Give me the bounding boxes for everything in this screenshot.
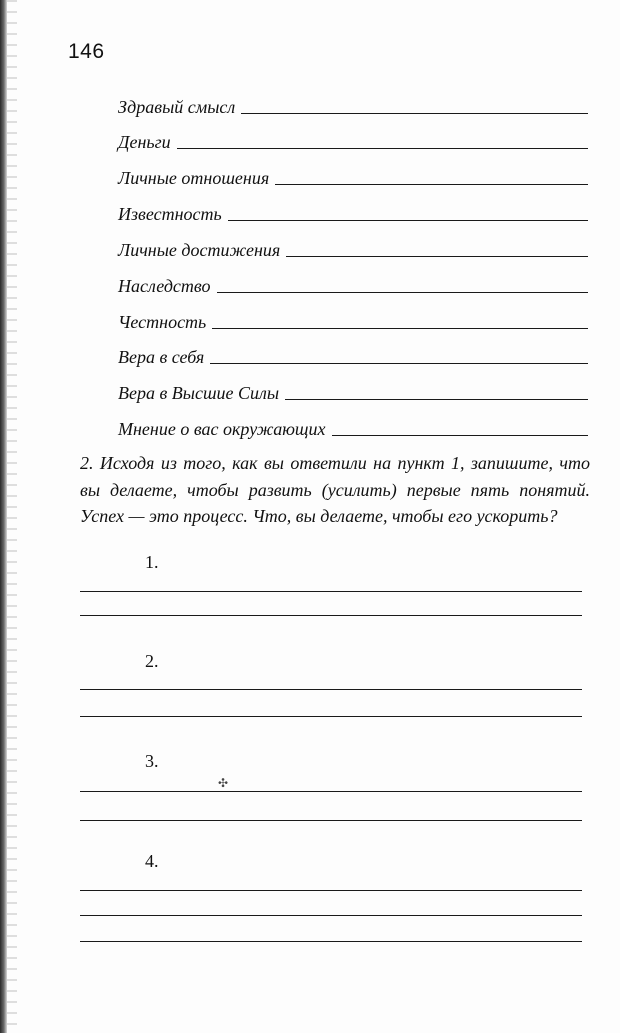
blank-line[interactable]	[210, 363, 588, 364]
scan-edge-noise	[7, 0, 17, 1033]
blank-line[interactable]	[275, 184, 588, 185]
answer-line[interactable]	[80, 915, 582, 916]
book-spine-shadow	[0, 0, 7, 1033]
answer-number: 3.	[145, 751, 159, 771]
field-label: Наследство	[118, 276, 211, 296]
answer-line[interactable]	[80, 890, 582, 891]
blank-line[interactable]	[285, 399, 588, 400]
blank-line[interactable]	[177, 148, 588, 149]
page-number: 146	[68, 40, 105, 63]
field-label: Деньги	[118, 132, 171, 152]
field-label: Честность	[118, 312, 207, 332]
field-others-opinion	[118, 412, 588, 440]
answer-number: 4.	[145, 851, 159, 871]
answer-line[interactable]	[80, 591, 582, 592]
blank-line[interactable]	[228, 220, 588, 221]
field-label: Мнение о вас окружающих	[118, 419, 326, 439]
field-money	[118, 125, 588, 153]
blank-line[interactable]	[286, 256, 588, 257]
field-self-belief	[118, 340, 588, 368]
answer-line[interactable]	[80, 820, 582, 821]
field-label: Вера в Высшие Силы	[118, 383, 280, 403]
ink-speck-icon: ✣	[218, 776, 229, 790]
field-inheritance	[118, 269, 588, 297]
field-honesty	[118, 305, 588, 333]
field-label: Здравый смысл	[118, 97, 236, 117]
field-relationships	[118, 161, 588, 189]
answer-number: 1.	[145, 552, 159, 572]
answer-line[interactable]	[80, 689, 582, 690]
field-label: Вера в себя	[118, 347, 205, 367]
answer-line[interactable]	[80, 716, 582, 717]
field-label: Личные достижения	[118, 240, 281, 260]
field-fame	[118, 197, 588, 225]
field-achievements	[118, 233, 588, 261]
blank-line[interactable]	[212, 328, 588, 329]
field-label: Известность	[118, 204, 222, 224]
field-higher-powers	[118, 376, 588, 404]
blank-line[interactable]	[332, 435, 588, 436]
blank-line[interactable]	[217, 292, 589, 293]
field-common-sense	[118, 90, 588, 118]
answer-line[interactable]	[80, 791, 582, 792]
instruction-paragraph: 2. Исходя из того, как вы ответили на пункт 1, запишите, что вы делаете, чтобы развить (усилить) первые пять понятий. Успех — это процесс. Что, вы делаете, чтобы его ускорить?	[80, 453, 590, 526]
answer-line[interactable]	[80, 615, 582, 616]
blank-line[interactable]	[241, 113, 588, 114]
field-label: Личные отношения	[118, 168, 270, 188]
answer-line[interactable]	[80, 941, 582, 942]
answer-number: 2.	[145, 651, 159, 671]
